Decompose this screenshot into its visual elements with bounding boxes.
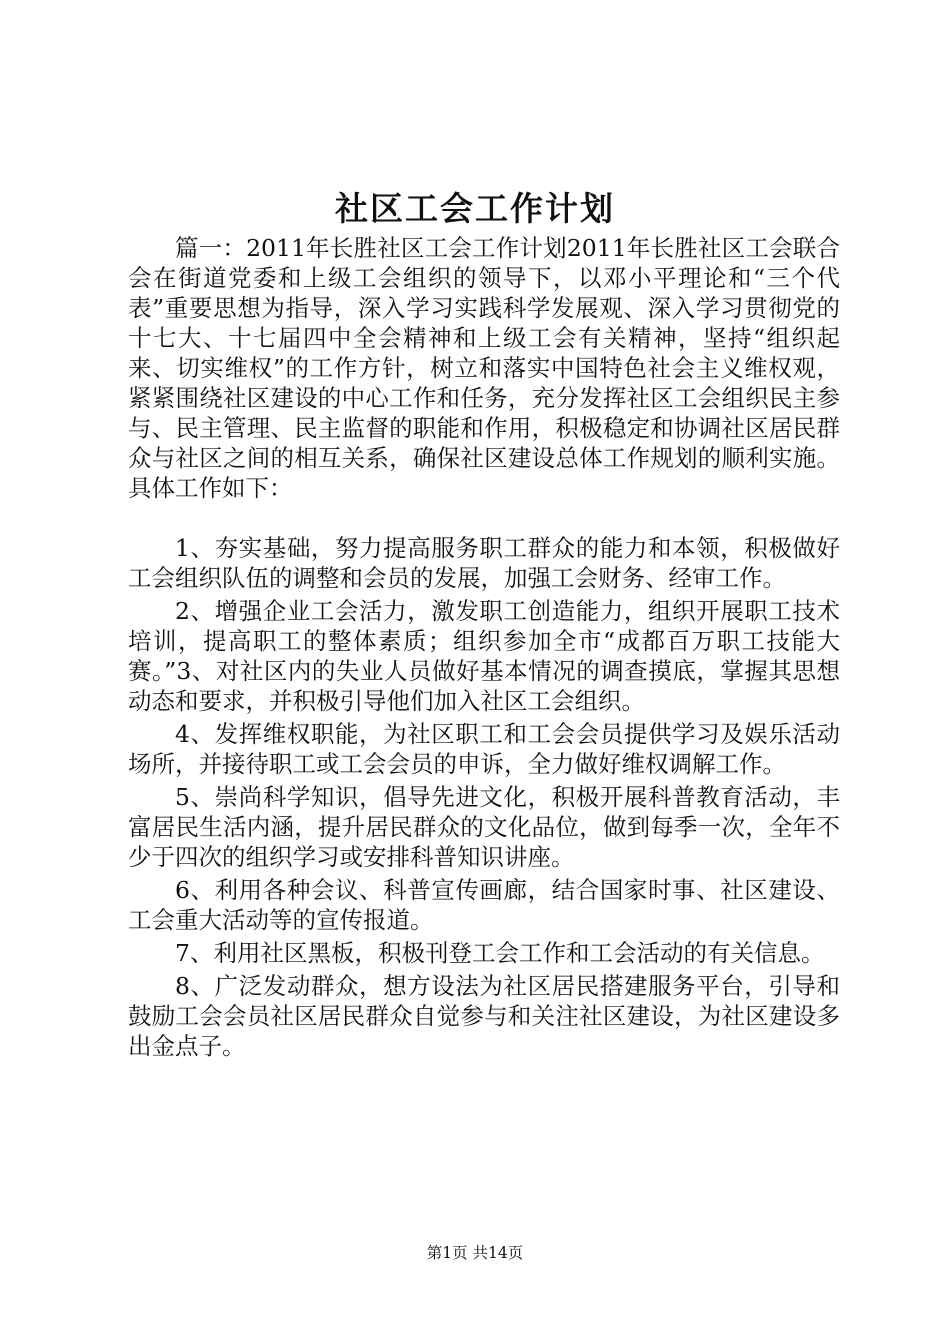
item-paragraph-6: 6、利用各种会议、科普宣传画廊，结合国家时事、社区建设、工会重大活动等的宣传报道。 (128, 876, 840, 934)
intro-paragraph: 篇一：2011年长胜社区工会工作计划2011年长胜社区工会联合会在街道党委和上级工会组织的领导下，以邓小平理论和“三个代表”重要思想为指导，深入学习实践科学发展观、深入学习贯彻党的十七大、十七届四中全会精神和上级工会有关精神，坚持“组织起来、切实维权”的工作方针，树立和落实中国特色社会主义维权观，紧紧围绕社区建设的中心工作和任务，充分发挥社区工会组织民主参与、民主管理、民主监督的职能和作用，积极稳定和协调社区居民群众与社区之间的相互关系，确保社区建设总体工作规划的顺利实施。具体工作如下： (128, 234, 840, 502)
item-paragraph-5: 5、崇尚科学知识，倡导先进文化，积极开展科普教育活动，丰富居民生活内涵，提升居民群众的文化品位，做到每季一次，全年不少于四次的组织学习或安排科普知识讲座。 (128, 783, 840, 871)
item-paragraph-8: 8、广泛发动群众，想方设法为社区居民搭建服务平台，引导和鼓励工会会员社区居民群众自觉参与和关注社区建设，为社区建设多出金点子。 (128, 972, 840, 1060)
item-paragraph-2-3: 2、增强企业工会活力，激发职工创造能力，组织开展职工技术培训，提高职工的整体素质；组织参加全市“成都百万职工技能大赛。”3、对社区内的失业人员做好基本情况的调查摸底，掌握其思想动态和要求，并积极引导他们加入社区工会组织。 (128, 597, 840, 715)
document-body (128, 233, 840, 1061)
page-footer: 第1页 共14页 (426, 1244, 524, 1262)
item-paragraph-7: 7、利用社区黑板，积极刊登工会工作和工会活动的有关信息。 (175, 939, 825, 967)
item-paragraph-4: 4、发挥维权职能，为社区职工和工会会员提供学习及娱乐活动场所，并接待职工或工会会员的申诉，全力做好维权调解工作。 (128, 720, 840, 778)
document-title: 社区工会工作计划 (335, 189, 615, 228)
item-paragraph-1: 1、夯实基础，努力提高服务职工群众的能力和本领，积极做好工会组织队伍的调整和会员的发展，加强工会财务、经审工作。 (128, 534, 840, 592)
